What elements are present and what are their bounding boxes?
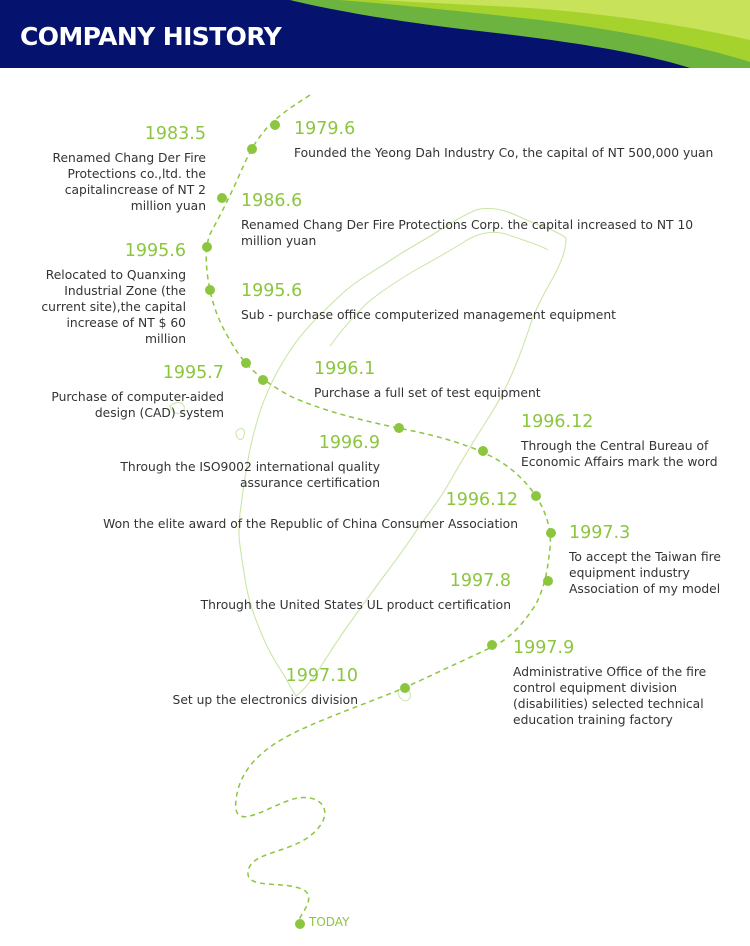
timeline-dot [546,528,556,538]
event-description: Set up the electronics division [172,693,358,707]
event-year: 1997.8 [449,571,511,591]
timeline-event [513,637,733,728]
timeline-dot [205,285,215,295]
timeline-event [294,118,734,161]
timeline-event [140,665,358,708]
event-description: Relocated to Quanxing Industrial Zone (the current site),the capital increase of NT $ 60 million [41,268,186,346]
event-year: 1986.6 [241,191,303,211]
timeline-event [314,358,714,401]
timeline-event [30,240,186,347]
event-description: Renamed Chang Der Fire Protections co.,ltd. the capitalincrease of NT 2 million yuan [52,151,206,213]
timeline-event [241,190,711,249]
timeline-dot [258,375,268,385]
event-year: 1979.6 [294,119,356,139]
event-description: Through the Central Bureau of Economic Affairs mark the word [521,439,718,469]
timeline-dot [270,120,280,130]
timeline-dot [295,919,305,929]
event-description: Administrative Office of the fire control equipment division (disabilities) selected technical education training factory [513,665,707,727]
timeline-dot [531,491,541,501]
event-year: 1996.12 [445,490,518,510]
timeline-event [241,280,721,323]
event-year: 1997.10 [285,666,358,686]
timeline-dot [241,358,251,368]
event-description: Founded the Yeong Dah Industry Co, the capital of NT 500,000 yuan [294,146,714,160]
event-year: 1997.9 [513,638,575,658]
event-year: 1995.7 [162,363,224,383]
event-description: Renamed Chang Der Fire Protections Corp. the capital increased to NT 10 million yuan [241,218,694,248]
event-description: Purchase of computer-aided design (CAD) system [51,390,224,420]
today-label: TODAY [309,915,350,929]
timeline-event [150,570,511,613]
timeline-dot [217,193,227,203]
timeline-dot [247,144,257,154]
event-year: 1983.5 [144,124,206,144]
timeline-dot [543,576,553,586]
event-year: 1996.12 [521,412,594,432]
timeline-dot [394,423,404,433]
event-description: Sub - purchase office computerized management equipment [241,308,616,322]
event-year: 1995.6 [241,281,303,301]
event-description: Through the United States UL product certification [200,598,511,612]
timeline-dot [487,640,497,650]
event-year: 1995.6 [124,241,186,261]
timeline-event [569,522,739,597]
event-year: 1996.1 [314,359,376,379]
event-description: Purchase a full set of test equipment [314,386,541,400]
timeline-event [30,362,224,421]
event-description: Won the elite award of the Republic of China Consumer Association [103,517,518,531]
timeline-event [60,489,518,532]
timeline-dot [478,446,488,456]
timeline-event [521,411,736,470]
event-year: 1997.3 [569,523,631,543]
timeline-dot [202,242,212,252]
event-description: Through the ISO9002 international quality assurance certification [120,460,380,490]
event-description: To accept the Taiwan fire equipment industry Association of my model [569,550,721,596]
event-year: 1996.9 [318,433,380,453]
page-title: COMPANY HISTORY [20,22,282,51]
timeline-event [30,123,206,214]
timeline-event [80,432,380,491]
timeline-dot [400,683,410,693]
